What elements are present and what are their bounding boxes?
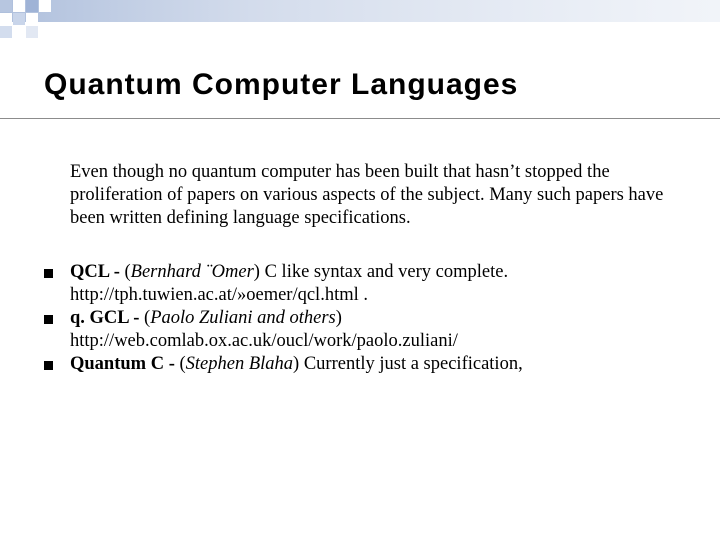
language-name: Quantum C - <box>70 354 175 374</box>
language-url: http://web.comlab.ox.ac.uk/oucl/work/paolo.zuliani/ <box>70 331 458 351</box>
title-divider <box>0 118 720 119</box>
language-author: Stephen Blaha <box>185 354 294 374</box>
intro-paragraph: Even though no quantum computer has been built that hasn’t stopped the proliferation of papers on various aspects of the subject. Many such papers have been written defining language specifications. <box>70 162 664 228</box>
close-paren: ) <box>293 354 300 374</box>
open-paren: ( <box>124 262 131 282</box>
list-item <box>0 261 720 307</box>
language-description: C like syntax and very complete. <box>264 262 509 282</box>
language-name: QCL - <box>70 262 120 282</box>
language-author: Bernhard ¨Omer <box>130 262 254 282</box>
open-paren: ( <box>144 308 151 328</box>
square-bullet-icon <box>44 315 53 324</box>
header-decoration <box>0 0 720 42</box>
slide-title: Quantum Computer Languages <box>44 68 519 101</box>
list-item <box>0 353 720 376</box>
language-list <box>0 261 720 376</box>
language-author: Paolo Zuliani and others <box>150 308 336 328</box>
open-paren: ( <box>179 354 186 374</box>
list-item <box>0 307 720 353</box>
square-bullet-icon <box>44 361 53 370</box>
language-name: q. GCL - <box>70 308 140 328</box>
close-paren: ) <box>335 308 342 328</box>
square-bullet-icon <box>44 269 53 278</box>
language-description: Currently just a specification, <box>303 354 523 374</box>
close-paren: ) <box>253 262 260 282</box>
language-url: http://tph.tuwien.ac.at/»oemer/qcl.html . <box>70 285 368 305</box>
